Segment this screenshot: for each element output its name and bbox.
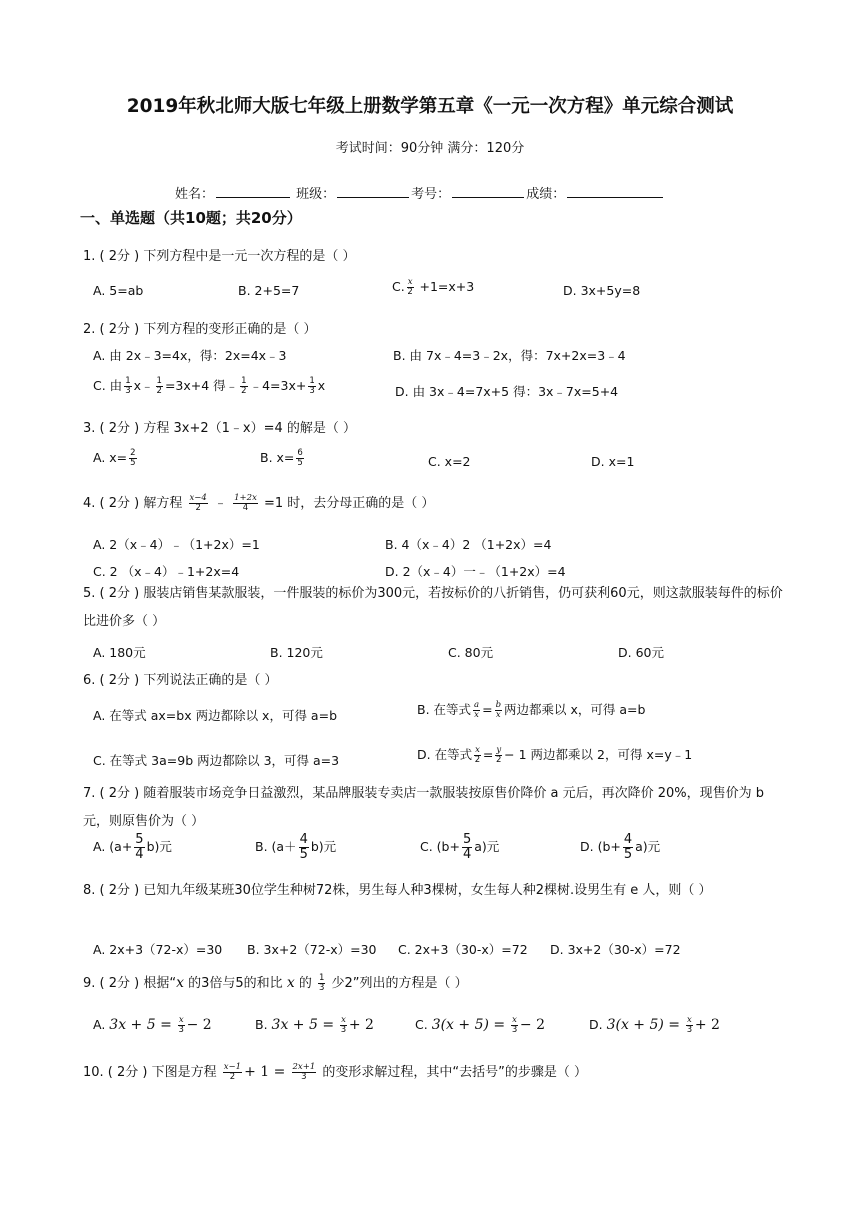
q7-option-a[interactable]: A. (a+ $\frac{5}{4}$ b)元 bbox=[93, 832, 172, 862]
q1-option-d[interactable]: D. 3x+5y=8 bbox=[563, 283, 641, 298]
section-heading: 一、单选题（共10题；共20分） bbox=[80, 209, 302, 227]
q3-option-a[interactable]: A. x= $\frac{2}{5}$ bbox=[93, 448, 136, 468]
q8-option-c[interactable]: C. 2x+3（30-x）=72 bbox=[398, 942, 528, 957]
q7-option-c[interactable]: C. (b+ $\frac{5}{4}$ a)元 bbox=[420, 832, 500, 862]
q9-option-b[interactable]: B. 3x + 5 = $\frac{x}{3}$ + 2 bbox=[255, 1015, 374, 1035]
q4-option-c[interactable]: C. 2 （x﹣4）﹣1+2x=4 bbox=[93, 564, 240, 579]
score-label: 成绩： bbox=[526, 187, 566, 202]
class-label: 班级： bbox=[296, 187, 336, 202]
question-2-stem: 2. ( 2分 ) 下列方程的变形正确的是（ ） bbox=[83, 322, 317, 337]
q8-option-d[interactable]: D. 3x+2（30-x）=72 bbox=[550, 942, 681, 957]
q2-option-b[interactable]: B. 由 7x﹣4=3﹣2x，得：7x+2x=3﹣4 bbox=[393, 348, 626, 363]
q6-option-a[interactable]: A. 在等式 ax=bx 两边都除以 x，可得 a=b bbox=[93, 708, 338, 723]
q6-option-c[interactable]: C. 在等式 3a=9b 两边都除以 3，可得 a=3 bbox=[93, 753, 340, 768]
exam-info: 考试时间：90分钟 满分：120分 bbox=[335, 141, 525, 156]
q7-option-b[interactable]: B. (a＋ $\frac{4}{5}$ b)元 bbox=[255, 832, 337, 862]
score-blank bbox=[567, 185, 663, 198]
q1-option-a[interactable]: A. 5=ab bbox=[93, 283, 144, 298]
q5-option-a[interactable]: A. 180元 bbox=[93, 645, 146, 660]
question-7-stem: 7. ( 2分 ) 随着服装市场竞争日益激烈，某品牌服装专卖店一款服装按原售价降价 a 元后，再次降价 20%，现售价为 b 元，则原售价为（ ） bbox=[83, 786, 764, 829]
q1-option-b[interactable]: B. 2+5=7 bbox=[238, 283, 300, 298]
q5-option-c[interactable]: C. 80元 bbox=[448, 645, 494, 660]
question-6-stem: 6. ( 2分 ) 下列说法正确的是（ ） bbox=[83, 673, 278, 688]
page-title: 2019年秋北师大版七年级上册数学第五章《一元一次方程》单元综合测试 bbox=[126, 96, 734, 117]
q5-option-b[interactable]: B. 120元 bbox=[270, 645, 323, 660]
question-8-stem: 8. ( 2分 ) 已知九年级某班30位学生种树72株，男生每人种3棵树，女生每人种2棵树.设男生有 e 人，则（ ） bbox=[83, 883, 712, 898]
q6-option-d[interactable]: D. 在等式 $\frac{x}{2}$ = $\frac{y}{2}$ − 1 两边都乘以 2，可得 x=y﹣1 bbox=[417, 745, 693, 765]
q2-option-a[interactable]: A. 由 2x﹣3=4x，得：2x=4x﹣3 bbox=[93, 348, 287, 363]
student-info-line bbox=[175, 183, 665, 202]
q3-option-d[interactable]: D. x=1 bbox=[591, 454, 635, 469]
name-label: 姓名： bbox=[175, 187, 215, 202]
question-4-stem: 4. ( 2分 ) 解方程 $\frac{x-4}{2}$ ﹣ $\frac{1+2x}{4}$ =1 时，去分母正确的是（ ） bbox=[83, 493, 435, 513]
q8-option-a[interactable]: A. 2x+3（72-x）=30 bbox=[93, 942, 223, 957]
q3-option-b[interactable]: B. x= $\frac{6}{5}$ bbox=[260, 448, 303, 468]
q4-option-a[interactable]: A. 2（x﹣4）﹣（1+2x）=1 bbox=[93, 537, 260, 552]
exam-no-label: 考号： bbox=[411, 187, 451, 202]
class-blank bbox=[337, 185, 409, 198]
q4-option-b[interactable]: B. 4（x﹣4）2 （1+2x）=4 bbox=[385, 537, 552, 552]
q3-option-c[interactable]: C. x=2 bbox=[428, 454, 471, 469]
question-9-stem: 9. ( 2分 ) 根据“x 的3倍与5的和比 x 的 $\frac{1}{3}$ 少2”列出的方程是（ ） bbox=[83, 973, 468, 993]
question-1-stem: 1. ( 2分 ) 下列方程中是一元一次方程的是（ ） bbox=[83, 249, 356, 264]
exam-no-blank bbox=[452, 185, 524, 198]
question-5-stem: 5. ( 2分 ) 服装店销售某款服装，一件服装的标价为300元，若按标价的八折销售，仍可获利60元，则这款服装每件的标价比进价多（ ） bbox=[83, 586, 783, 629]
q9-option-a[interactable]: A. 3x + 5 = $\frac{x}{3}$ − 2 bbox=[93, 1015, 212, 1035]
q2-option-d[interactable]: D. 由 3x﹣4=7x+5 得：3x﹣7x=5+4 bbox=[395, 384, 619, 399]
q2-option-c[interactable]: C. 由 $\frac{1}{3}$ x﹣ $\frac{1}{2}$ =3x+4 得﹣ $\frac{1}{2}$ ﹣4=3x+ $\frac{1}{3}$ x bbox=[93, 376, 326, 396]
q5-option-d[interactable]: D. 60元 bbox=[618, 645, 664, 660]
question-3-stem: 3. ( 2分 ) 方程 3x+2（1﹣x）=4 的解是（ ） bbox=[83, 421, 357, 436]
q1-option-c[interactable]: C. $\frac{x}{2}$ +1=x+3 bbox=[392, 277, 475, 297]
q8-option-b[interactable]: B. 3x+2（72-x）=30 bbox=[247, 942, 377, 957]
q6-option-b[interactable]: B. 在等式 $\frac{a}{x}$ = $\frac{b}{x}$ 两边都乘以 x，可得 a=b bbox=[417, 700, 646, 720]
question-10-stem: 10. ( 2分 ) 下图是方程 $\frac{x-1}{2}$ + 1 = $\frac{2x+1}{3}$ 的变形求解过程，其中“去括号”的步骤是（ ） bbox=[83, 1062, 587, 1082]
q9-option-c[interactable]: C. 3(x + 5) = $\frac{x}{3}$ − 2 bbox=[415, 1015, 546, 1035]
name-blank bbox=[216, 185, 290, 198]
q4-option-d[interactable]: D. 2（x﹣4）一﹣（1+2x）=4 bbox=[385, 564, 566, 579]
q9-option-d[interactable]: D. 3(x + 5) = $\frac{x}{3}$ + 2 bbox=[589, 1015, 720, 1035]
q7-option-d[interactable]: D. (b+ $\frac{4}{5}$ a)元 bbox=[580, 832, 661, 862]
